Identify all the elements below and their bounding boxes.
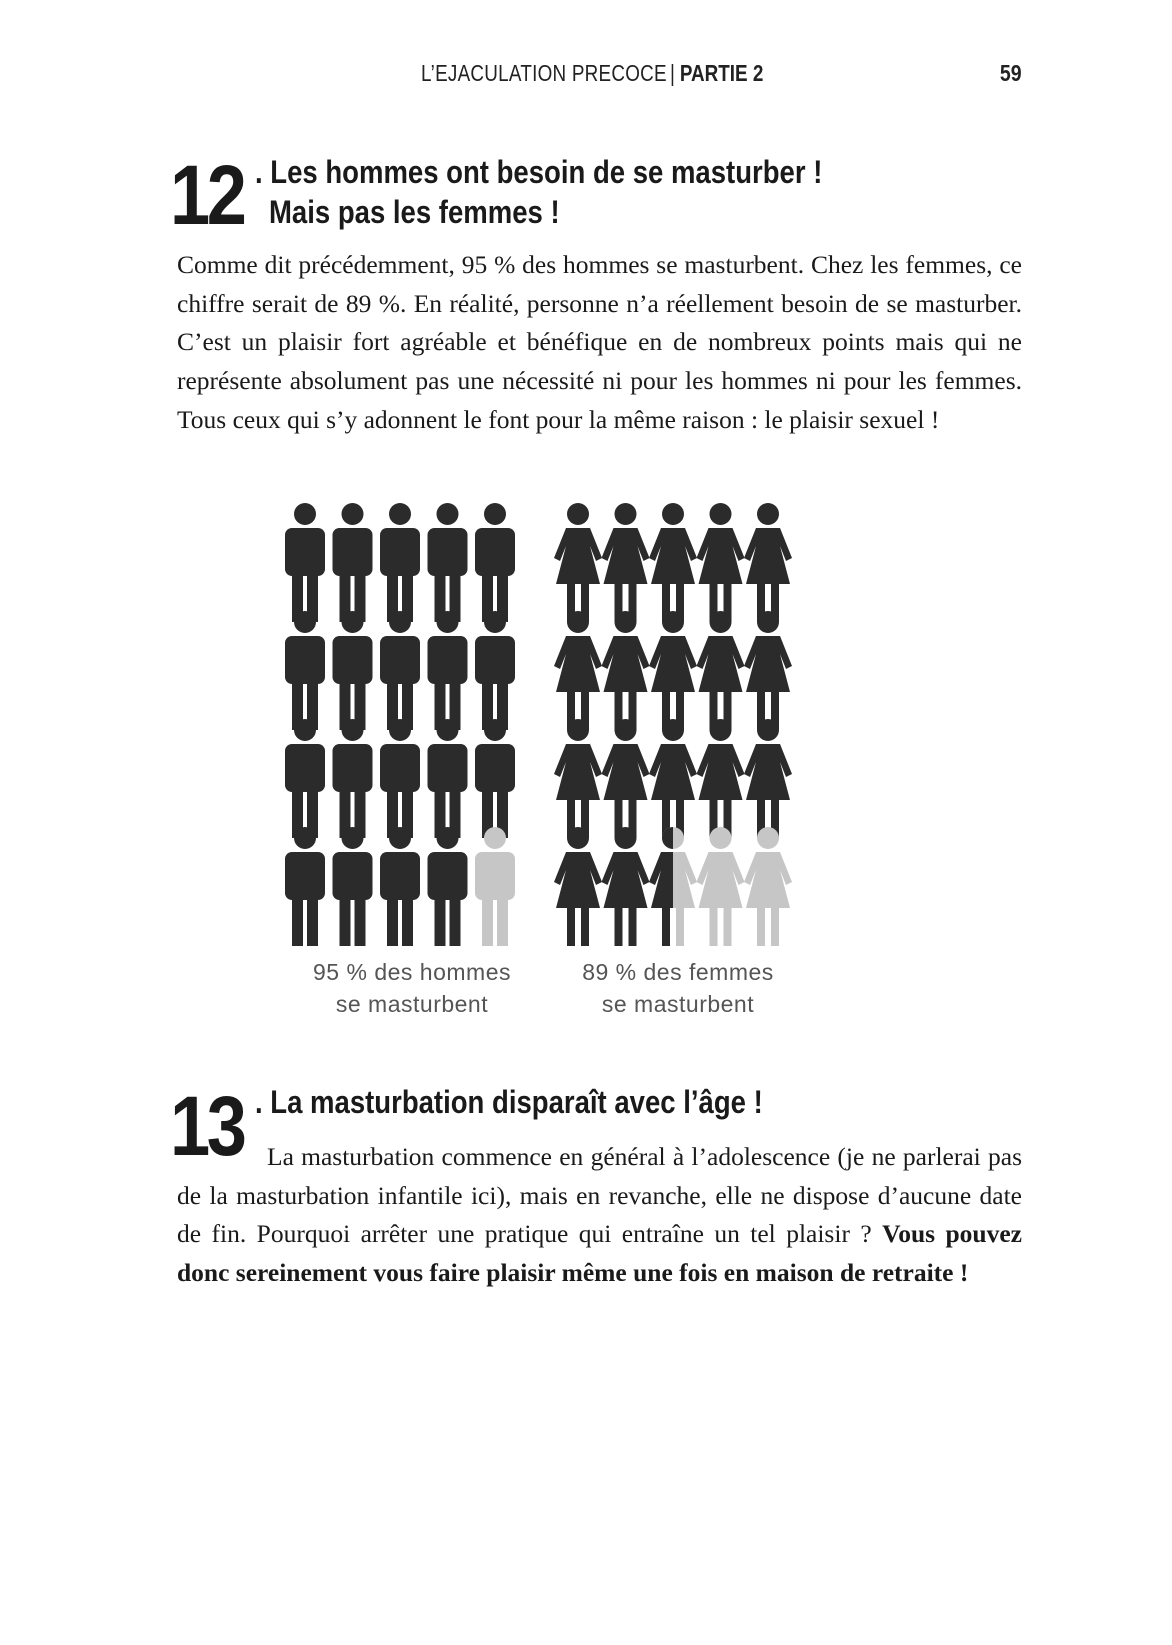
man-icon — [380, 719, 420, 838]
man-icon — [428, 827, 468, 946]
woman-icon — [697, 611, 745, 730]
header-separator: | — [670, 60, 675, 86]
man-icon — [428, 719, 468, 838]
man-icon — [285, 827, 325, 946]
woman-icon — [554, 611, 602, 730]
woman-icon — [602, 719, 650, 838]
man-icon — [475, 611, 515, 730]
woman-icon — [744, 611, 792, 730]
pictogram-group-hommes — [285, 503, 515, 946]
woman-icon — [744, 503, 792, 622]
woman-icon — [649, 503, 697, 622]
woman-icon — [602, 611, 650, 730]
woman-icon — [697, 503, 745, 622]
woman-icon — [602, 827, 650, 946]
woman-icon — [744, 827, 792, 946]
man-icon — [380, 827, 420, 946]
chapter-title: L’EJACULATION PRECOCE — [421, 60, 667, 86]
man-icon — [285, 719, 325, 838]
caption-hommes-line2: se masturbent — [335, 991, 489, 1017]
man-icon — [285, 611, 325, 730]
woman-icon — [602, 503, 650, 622]
man-icon — [380, 503, 420, 622]
section-13-bold-text: Vous pouvez donc sereinement vous faire plaisir même une fois en maison de retraite ! — [177, 1219, 1022, 1288]
caption-hommes — [282, 956, 542, 1020]
man-icon — [285, 503, 325, 622]
section-12-number: 12 — [170, 148, 244, 242]
caption-femmes-line1: 89 % des femmes — [582, 959, 774, 985]
section-13-text: La masturbation commence en général à l’adolescence (je ne parlerai pas de la masturbation infantile ici), mais en revanche, elle ne dispose d’aucune date de fin. Pourquoi arrêter une pratique qui entraîne un tel plaisir ? — [177, 1142, 1022, 1249]
section-12-title-line2: Mais pas les femmes ! — [269, 194, 560, 230]
woman-icon — [697, 827, 745, 946]
section-12-paragraph: Comme dit précédemment, 95 % des hommes se masturbent. Chez les femmes, ce chiffre serait de 89 %. En réalité, personne n’a réellement besoin de se masturber. C’est un plaisir fort agréable et bénéfique en de nombreux points mais qui ne représente absolument pas une nécessité ni pour les hommes ni pour les femmes. Tous ceux qui s’y adonnent le font pour la même raison : le plaisir sexuel ! — [177, 250, 1022, 434]
section-12-title-line1: . Les hommes ont besoin de se masturber ! — [255, 154, 823, 190]
caption-femmes-line2: se masturbent — [601, 991, 755, 1017]
page-number: 59 — [1000, 60, 1022, 86]
section-13-number: 13 — [170, 1079, 244, 1173]
woman-icon — [554, 827, 602, 946]
part-text: PARTIE 2 — [679, 60, 764, 86]
woman-icon — [554, 719, 602, 838]
pictogram-group-femmes — [554, 503, 792, 946]
man-icon — [475, 719, 515, 838]
man-icon — [428, 611, 468, 730]
section-13-paragraph — [177, 1138, 1022, 1293]
caption-femmes — [548, 956, 808, 1020]
caption-hommes-line1: 95 % des hommes — [313, 959, 511, 985]
woman-icon — [744, 719, 792, 838]
man-icon — [333, 503, 373, 622]
man-icon — [333, 611, 373, 730]
woman-icon — [554, 503, 602, 622]
man-icon — [475, 827, 515, 946]
woman-icon — [649, 827, 697, 946]
woman-icon — [649, 611, 697, 730]
man-icon — [380, 611, 420, 730]
man-icon — [475, 503, 515, 622]
woman-icon — [649, 719, 697, 838]
man-icon — [428, 503, 468, 622]
section-13-title: . La masturbation disparaît avec l’âge ! — [255, 1084, 763, 1120]
woman-icon — [697, 719, 745, 838]
man-icon — [333, 827, 373, 946]
man-icon — [333, 719, 373, 838]
